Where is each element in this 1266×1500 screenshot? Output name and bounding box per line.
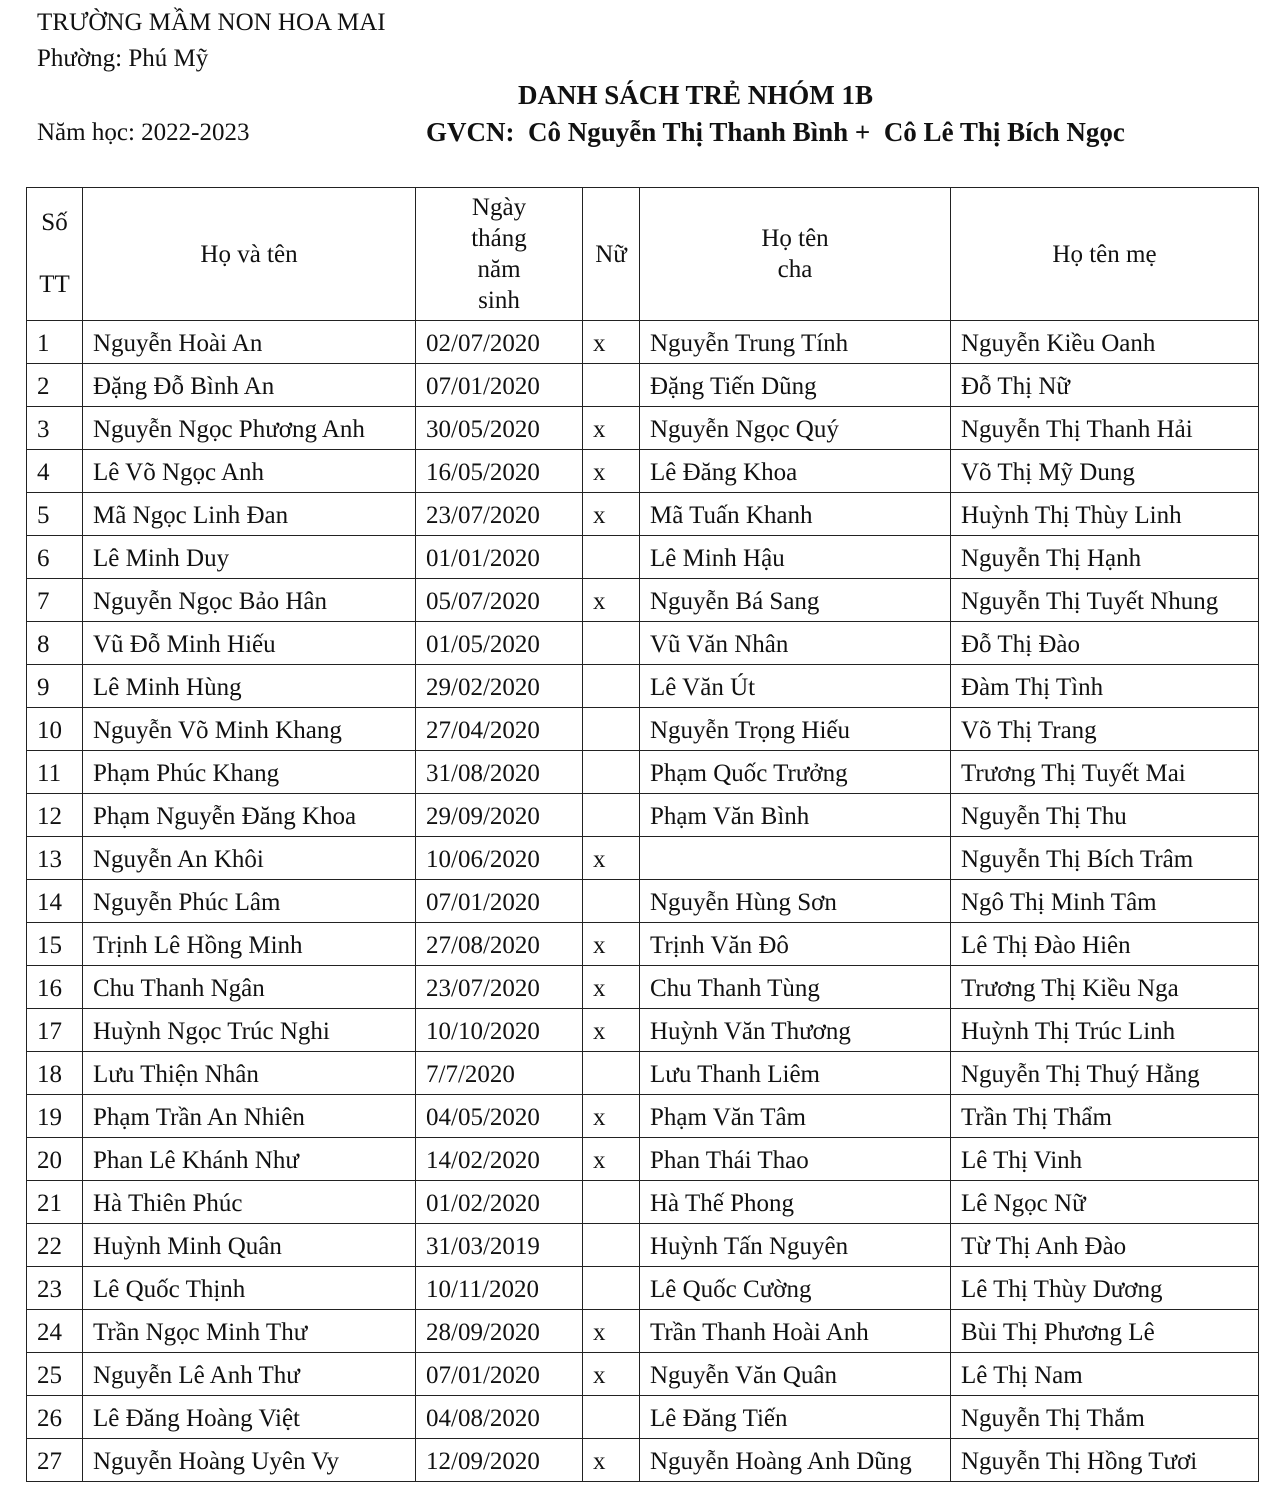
- name-cell: Huỳnh Ngọc Trúc Nghi: [83, 1009, 416, 1052]
- dob-cell: 07/01/2020: [416, 1353, 583, 1396]
- mother-cell: Đỗ Thị Đào: [951, 622, 1259, 665]
- name-cell: Nguyễn Lê Anh Thư: [83, 1353, 416, 1396]
- dob-cell: 31/03/2019: [416, 1224, 583, 1267]
- school-name: TRƯỜNG MẦM NON HOA MAI: [37, 9, 386, 36]
- stt-cell: 25: [27, 1353, 83, 1396]
- mother-cell: Bùi Thị Phương Lê: [951, 1310, 1259, 1353]
- dob-cell: 04/05/2020: [416, 1095, 583, 1138]
- mother-cell: Lê Thị Vinh: [951, 1138, 1259, 1181]
- father-cell: Phan Thái Thao: [640, 1138, 951, 1181]
- name-cell: Mã Ngọc Linh Đan: [83, 493, 416, 536]
- table-row: [27, 579, 1259, 622]
- stt-cell: 9: [27, 665, 83, 708]
- female-cell: x: [583, 1439, 640, 1482]
- father-cell: Lưu Thanh Liêm: [640, 1052, 951, 1095]
- father-cell: Nguyễn Văn Quân: [640, 1353, 951, 1396]
- female-cell: [583, 751, 640, 794]
- dob-cell: 07/01/2020: [416, 880, 583, 923]
- table-row: [27, 1181, 1259, 1224]
- stt-cell: 7: [27, 579, 83, 622]
- mother-cell: Nguyễn Thị Thuý Hằng: [951, 1052, 1259, 1095]
- dob-cell: 29/09/2020: [416, 794, 583, 837]
- name-cell: Nguyễn Ngọc Bảo Hân: [83, 579, 416, 622]
- female-cell: [583, 880, 640, 923]
- female-cell: [583, 1052, 640, 1095]
- name-cell: Vũ Đỗ Minh Hiếu: [83, 622, 416, 665]
- mother-cell: Trương Thị Kiều Nga: [951, 966, 1259, 1009]
- stt-cell: 12: [27, 794, 83, 837]
- mother-cell: Lê Thị Nam: [951, 1353, 1259, 1396]
- female-cell: [583, 536, 640, 579]
- table-row: [27, 1439, 1259, 1482]
- table-row: [27, 880, 1259, 923]
- father-cell: Lê Đăng Khoa: [640, 450, 951, 493]
- mother-cell: Lê Thị Thùy Dương: [951, 1267, 1259, 1310]
- name-cell: Hà Thiên Phúc: [83, 1181, 416, 1224]
- female-cell: [583, 1224, 640, 1267]
- female-cell: [583, 665, 640, 708]
- stt-cell: 27: [27, 1439, 83, 1482]
- table-row: [27, 708, 1259, 751]
- col-header-dob: Ngày tháng năm sinh: [416, 188, 583, 321]
- female-cell: x: [583, 1310, 640, 1353]
- name-cell: Lê Minh Hùng: [83, 665, 416, 708]
- father-cell: Phạm Quốc Trưởng: [640, 751, 951, 794]
- name-cell: Lưu Thiện Nhân: [83, 1052, 416, 1095]
- mother-cell: Huỳnh Thị Thùy Linh: [951, 493, 1259, 536]
- table-row: [27, 1396, 1259, 1439]
- teacher-1: Cô Nguyễn Thị Thanh Bình +: [528, 117, 871, 147]
- dob-cell: 10/11/2020: [416, 1267, 583, 1310]
- female-cell: x: [583, 923, 640, 966]
- female-cell: x: [583, 450, 640, 493]
- mother-cell: Trương Thị Tuyết Mai: [951, 751, 1259, 794]
- dob-cell: 16/05/2020: [416, 450, 583, 493]
- dob-cell: 29/02/2020: [416, 665, 583, 708]
- female-cell: x: [583, 837, 640, 880]
- table-row: [27, 1353, 1259, 1396]
- dob-cell: 07/01/2020: [416, 364, 583, 407]
- stt-cell: 5: [27, 493, 83, 536]
- mother-cell: Nguyễn Thị Thu: [951, 794, 1259, 837]
- stt-cell: 4: [27, 450, 83, 493]
- father-cell: Lê Quốc Cường: [640, 1267, 951, 1310]
- dob-cell: 31/08/2020: [416, 751, 583, 794]
- mother-cell: Nguyễn Thị Tuyết Nhung: [951, 579, 1259, 622]
- dob-cell: 14/02/2020: [416, 1138, 583, 1181]
- dob-cell: 01/02/2020: [416, 1181, 583, 1224]
- dob-cell: 10/06/2020: [416, 837, 583, 880]
- mother-cell: Đỗ Thị Nữ: [951, 364, 1259, 407]
- table-row: [27, 407, 1259, 450]
- name-cell: Lê Minh Duy: [83, 536, 416, 579]
- stt-cell: 20: [27, 1138, 83, 1181]
- table-row: [27, 794, 1259, 837]
- dob-cell: 7/7/2020: [416, 1052, 583, 1095]
- col-header-name: Họ và tên: [83, 188, 416, 321]
- female-cell: [583, 1267, 640, 1310]
- stt-cell: 13: [27, 837, 83, 880]
- table-header-row: [27, 188, 1259, 321]
- mother-cell: Nguyễn Kiều Oanh: [951, 321, 1259, 364]
- table-row: [27, 622, 1259, 665]
- female-cell: x: [583, 1353, 640, 1396]
- father-cell: Chu Thanh Tùng: [640, 966, 951, 1009]
- name-cell: Trịnh Lê Hồng Minh: [83, 923, 416, 966]
- table-row: [27, 665, 1259, 708]
- female-cell: [583, 622, 640, 665]
- name-cell: Huỳnh Minh Quân: [83, 1224, 416, 1267]
- stt-cell: 15: [27, 923, 83, 966]
- gvcn-label: GVCN:: [426, 117, 515, 147]
- female-cell: x: [583, 1009, 640, 1052]
- mother-cell: Nguyễn Thị Hồng Tươi: [951, 1439, 1259, 1482]
- table-row: [27, 1095, 1259, 1138]
- father-cell: Nguyễn Hoàng Anh Dũng: [640, 1439, 951, 1482]
- father-cell: Huỳnh Văn Thương: [640, 1009, 951, 1052]
- female-cell: [583, 1396, 640, 1439]
- stt-cell: 3: [27, 407, 83, 450]
- female-cell: [583, 364, 640, 407]
- document-title: DANH SÁCH TRẺ NHÓM 1B: [518, 80, 874, 110]
- stt-cell: 23: [27, 1267, 83, 1310]
- homeroom-teachers: [426, 119, 1125, 146]
- dob-cell: 01/01/2020: [416, 536, 583, 579]
- father-cell: Vũ Văn Nhân: [640, 622, 951, 665]
- mother-cell: Võ Thị Mỹ Dung: [951, 450, 1259, 493]
- table-row: [27, 1009, 1259, 1052]
- father-cell: Phạm Văn Bình: [640, 794, 951, 837]
- female-cell: x: [583, 1095, 640, 1138]
- name-cell: Lê Võ Ngọc Anh: [83, 450, 416, 493]
- dob-cell: 12/09/2020: [416, 1439, 583, 1482]
- table-row: [27, 1138, 1259, 1181]
- dob-cell: 23/07/2020: [416, 493, 583, 536]
- table-row: [27, 1052, 1259, 1095]
- col-header-father: Họ tên cha: [640, 188, 951, 321]
- stt-cell: 2: [27, 364, 83, 407]
- father-cell: Lê Đăng Tiến: [640, 1396, 951, 1439]
- name-cell: Lê Đăng Hoàng Việt: [83, 1396, 416, 1439]
- name-cell: Chu Thanh Ngân: [83, 966, 416, 1009]
- dob-cell: 23/07/2020: [416, 966, 583, 1009]
- father-cell: Mã Tuấn Khanh: [640, 493, 951, 536]
- name-cell: Nguyễn Hoàng Uyên Vy: [83, 1439, 416, 1482]
- mother-cell: Huỳnh Thị Trúc Linh: [951, 1009, 1259, 1052]
- table-row: [27, 1224, 1259, 1267]
- stt-cell: 8: [27, 622, 83, 665]
- dob-cell: 28/09/2020: [416, 1310, 583, 1353]
- dob-cell: 27/08/2020: [416, 923, 583, 966]
- mother-cell: Nguyễn Thị Hạnh: [951, 536, 1259, 579]
- stt-cell: 19: [27, 1095, 83, 1138]
- female-cell: [583, 1181, 640, 1224]
- stt-cell: 10: [27, 708, 83, 751]
- mother-cell: Từ Thị Anh Đào: [951, 1224, 1259, 1267]
- table-row: [27, 1310, 1259, 1353]
- name-cell: Phan Lê Khánh Như: [83, 1138, 416, 1181]
- stt-cell: 1: [27, 321, 83, 364]
- name-cell: Nguyễn Võ Minh Khang: [83, 708, 416, 751]
- dob-cell: 05/07/2020: [416, 579, 583, 622]
- name-cell: Nguyễn Hoài An: [83, 321, 416, 364]
- col-header-mother: Họ tên mẹ: [951, 188, 1259, 321]
- mother-cell: Trần Thị Thẩm: [951, 1095, 1259, 1138]
- table-row: [27, 923, 1259, 966]
- ward-name: Phường: Phú Mỹ: [37, 45, 209, 72]
- mother-cell: Đàm Thị Tình: [951, 665, 1259, 708]
- female-cell: x: [583, 966, 640, 1009]
- female-cell: [583, 708, 640, 751]
- name-cell: Nguyễn Ngọc Phương Anh: [83, 407, 416, 450]
- father-cell: Phạm Văn Tâm: [640, 1095, 951, 1138]
- father-cell: Huỳnh Tấn Nguyên: [640, 1224, 951, 1267]
- father-cell: Nguyễn Trung Tính: [640, 321, 951, 364]
- stt-cell: 24: [27, 1310, 83, 1353]
- name-cell: Nguyễn An Khôi: [83, 837, 416, 880]
- table-row: [27, 1267, 1259, 1310]
- dob-cell: 27/04/2020: [416, 708, 583, 751]
- name-cell: Lê Quốc Thịnh: [83, 1267, 416, 1310]
- father-cell: Trịnh Văn Đô: [640, 923, 951, 966]
- name-cell: Đặng Đỗ Bình An: [83, 364, 416, 407]
- female-cell: [583, 794, 640, 837]
- name-cell: Trần Ngọc Minh Thư: [83, 1310, 416, 1353]
- teacher-2: Cô Lê Thị Bích Ngọc: [883, 117, 1125, 147]
- table-row: [27, 364, 1259, 407]
- father-cell: Nguyễn Trọng Hiếu: [640, 708, 951, 751]
- dob-cell: 04/08/2020: [416, 1396, 583, 1439]
- father-cell: Lê Minh Hậu: [640, 536, 951, 579]
- stt-cell: 21: [27, 1181, 83, 1224]
- table-row: [27, 493, 1259, 536]
- mother-cell: Ngô Thị Minh Tâm: [951, 880, 1259, 923]
- female-cell: x: [583, 1138, 640, 1181]
- table-row: [27, 321, 1259, 364]
- female-cell: x: [583, 407, 640, 450]
- dob-cell: 10/10/2020: [416, 1009, 583, 1052]
- stt-cell: 17: [27, 1009, 83, 1052]
- mother-cell: Lê Ngọc Nữ: [951, 1181, 1259, 1224]
- student-roster-table: [26, 187, 1259, 1482]
- dob-cell: 30/05/2020: [416, 407, 583, 450]
- name-cell: Phạm Trần An Nhiên: [83, 1095, 416, 1138]
- stt-cell: 26: [27, 1396, 83, 1439]
- mother-cell: Nguyễn Thị Thắm: [951, 1396, 1259, 1439]
- name-cell: Nguyễn Phúc Lâm: [83, 880, 416, 923]
- table-row: [27, 837, 1259, 880]
- dob-cell: 02/07/2020: [416, 321, 583, 364]
- school-year: Năm học: 2022-2023: [37, 119, 250, 146]
- table-row: [27, 751, 1259, 794]
- father-cell: [640, 837, 951, 880]
- stt-cell: 16: [27, 966, 83, 1009]
- father-cell: Trần Thanh Hoài Anh: [640, 1310, 951, 1353]
- father-cell: Nguyễn Ngọc Quý: [640, 407, 951, 450]
- father-cell: Đặng Tiến Dũng: [640, 364, 951, 407]
- stt-cell: 22: [27, 1224, 83, 1267]
- father-cell: Hà Thế Phong: [640, 1181, 951, 1224]
- name-cell: Phạm Phúc Khang: [83, 751, 416, 794]
- mother-cell: Nguyễn Thị Bích Trâm: [951, 837, 1259, 880]
- dob-cell: 01/05/2020: [416, 622, 583, 665]
- father-cell: Lê Văn Út: [640, 665, 951, 708]
- col-header-female: Nữ: [583, 188, 640, 321]
- female-cell: x: [583, 321, 640, 364]
- table-body: [27, 321, 1259, 1482]
- name-cell: Phạm Nguyễn Đăng Khoa: [83, 794, 416, 837]
- col-header-stt: Số TT: [27, 188, 83, 321]
- mother-cell: Lê Thị Đào Hiên: [951, 923, 1259, 966]
- female-cell: x: [583, 579, 640, 622]
- female-cell: x: [583, 493, 640, 536]
- mother-cell: Nguyễn Thị Thanh Hải: [951, 407, 1259, 450]
- father-cell: Nguyễn Hùng Sơn: [640, 880, 951, 923]
- table-row: [27, 450, 1259, 493]
- stt-cell: 11: [27, 751, 83, 794]
- table-row: [27, 966, 1259, 1009]
- father-cell: Nguyễn Bá Sang: [640, 579, 951, 622]
- table-row: [27, 536, 1259, 579]
- mother-cell: Võ Thị Trang: [951, 708, 1259, 751]
- stt-cell: 14: [27, 880, 83, 923]
- stt-cell: 6: [27, 536, 83, 579]
- stt-cell: 18: [27, 1052, 83, 1095]
